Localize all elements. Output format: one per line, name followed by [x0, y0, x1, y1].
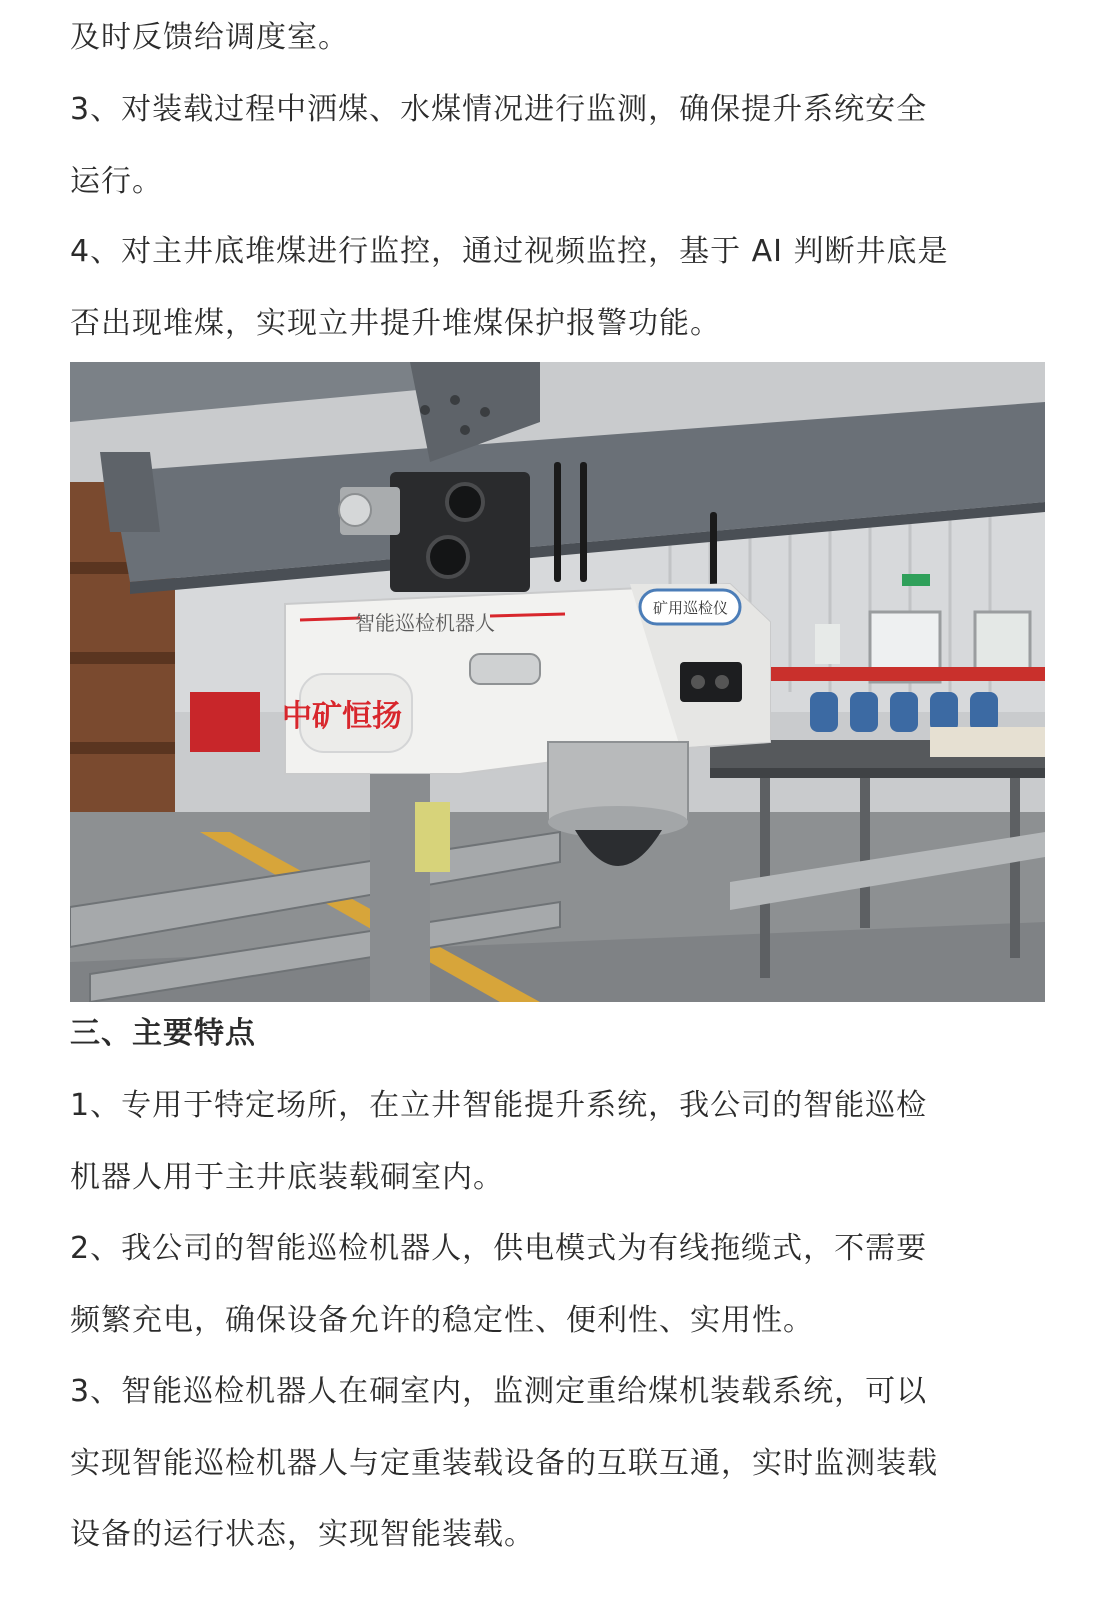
inspection-robot-photo — [70, 362, 1045, 1002]
paragraph-line: 机器人用于主井底装载硐室内。 — [70, 1160, 504, 1195]
paragraph-line: 3、对装载过程中洒煤、水煤情况进行监测，确保提升系统安全 — [70, 92, 928, 127]
brand-logo: 中矿恒扬 — [282, 699, 402, 734]
section-heading: 三、主要特点 — [70, 1016, 256, 1051]
paragraph-line: 4、对主井底堆煤进行监控，通过视频监控，基于 AI 判断井底是 — [70, 234, 949, 269]
paragraph-line: 及时反馈给调度室。 — [70, 20, 349, 55]
robot-name-label: 智能巡检机器人 — [355, 611, 495, 635]
paragraph-line: 否出现堆煤，实现立井提升堆煤保护报警功能。 — [70, 306, 721, 341]
paragraph-line: 运行。 — [70, 164, 163, 199]
side-label: 矿用巡检仪 — [653, 599, 729, 617]
paragraph-line: 设备的运行状态，实现智能装载。 — [70, 1517, 535, 1552]
paragraph-line: 实现智能巡检机器人与定重装载设备的互联互通，实时监测装载 — [70, 1446, 938, 1481]
paragraph-line: 3、智能巡检机器人在硐室内，监测定重给煤机装载系统，可以 — [70, 1374, 928, 1409]
paragraph-line: 2、我公司的智能巡检机器人，供电模式为有线拖缆式，不需要 — [70, 1231, 928, 1266]
paragraph-line: 频繁充电，确保设备允许的稳定性、便利性、实用性。 — [70, 1303, 814, 1338]
paragraph-line: 1、专用于特定场所，在立井智能提升系统，我公司的智能巡检 — [70, 1088, 928, 1123]
